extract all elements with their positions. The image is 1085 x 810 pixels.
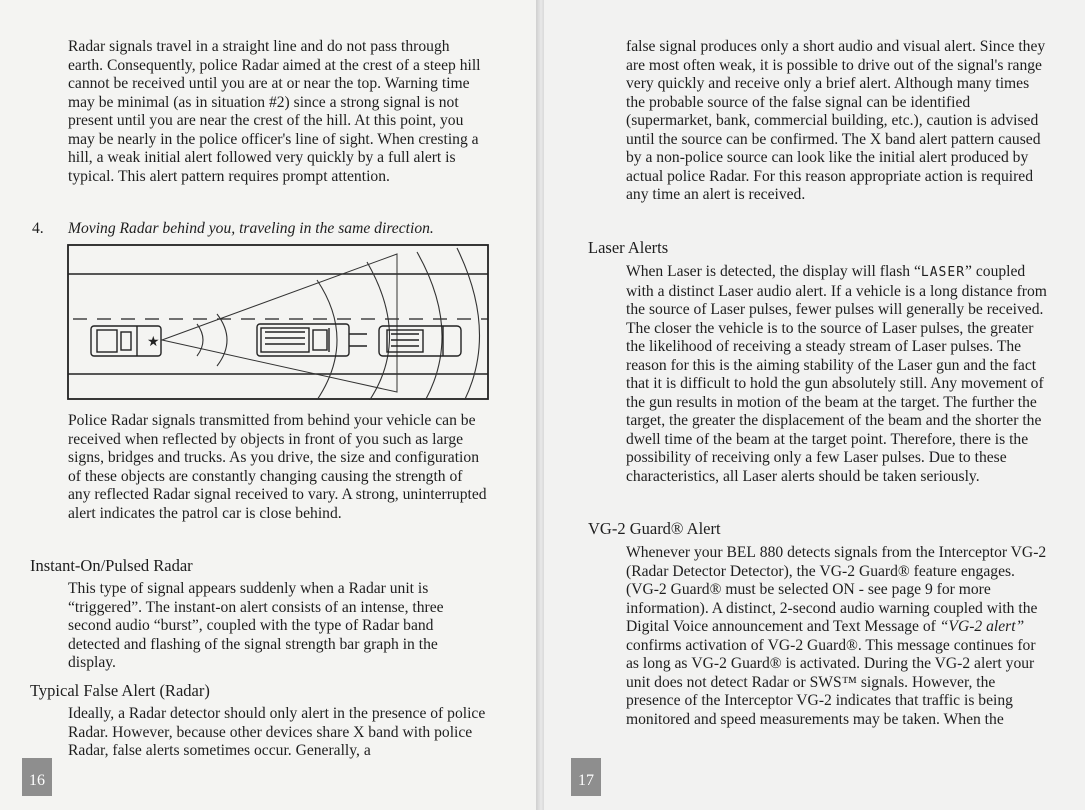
vg2-alert-message: “VG-2 alert” bbox=[939, 618, 1025, 635]
false-alert-paragraph: Ideally, a Radar detector should only alert in the presence of police Radar. However, because other devices share X band with police Radar, false alerts sometimes occur. Generally, a bbox=[68, 705, 486, 759]
vg2-guard-paragraph: Whenever your BEL 880 detects signals from the Interceptor VG-2 (Radar Detector Detector), the VG-2 Guard® feature engages. (VG-2 Guard® must be selected ON - see page 9 for more information). A distinct, 2-second audio warning coupled with the Digital Voice announcement and Text Message of “VG-2 alert” confirms activation of VG-2 Guard®. This message continues for as long as VG-2 Guard® is activated. During the VG-2 alert your unit does not detect Radar or SWS™ signals. However, the presence of the Interceptor VG-2 indicates that traffic is being monitored and speed measurements may be taken. When the bbox=[626, 544, 1047, 728]
radar-hill-paragraph: Radar signals travel in a straight line and do not pass through earth. Consequently, police Radar aimed at the crest of a steep hill cannot be received until you are at or near the top. Warning time may be minimal (as in situation #2) since a strong signal is not present until you are near the crest of the hill. At this point, you may be nearly in the police officer's line of sight. When cresting a hill, a weak initial alert followed very quickly by a full alert is typical. This alert pattern requires prompt attention. bbox=[68, 38, 481, 185]
page-number-right: 17 bbox=[571, 758, 601, 796]
laser-display-text: LASER bbox=[920, 265, 966, 280]
star-badge-icon: ★ bbox=[147, 334, 160, 350]
instant-on-heading: Instant-On/Pulsed Radar bbox=[30, 556, 193, 575]
list-item-title: Moving Radar behind you, traveling in the same direction. bbox=[68, 220, 434, 237]
brand-bel: BEL bbox=[726, 544, 756, 561]
right-page bbox=[544, 0, 1085, 810]
laser-alerts-heading: Laser Alerts bbox=[588, 238, 669, 257]
moving-radar-diagram bbox=[67, 244, 489, 400]
vg2-guard-heading: VG-2 Guard® Alert bbox=[588, 519, 721, 538]
instant-on-paragraph: This type of signal appears suddenly when a Radar unit is “triggered”. The instant-on alert consists of an intense, three second audio “burst”, coupled with the type of Radar band detected and flashing of the signal strength bar graph in the display. bbox=[68, 580, 444, 671]
page-number-left: 16 bbox=[22, 758, 52, 796]
false-alert-continued-paragraph: false signal produces only a short audio and visual alert. Since they are most often weak, it is possible to drive out of the signal's range very quickly and receive only a brief alert. Although many times the probable source of the false signal can be identified (supermarket, bank, commercial building, etc.), caution is advised until the source can be confirmed. The X band alert pattern caused by a non-police source can look like the initial alert produced by actual police Radar. For this reason appropriate action is required any time an alert is received. bbox=[626, 38, 1046, 203]
left-page bbox=[0, 0, 538, 810]
setting-on: ON bbox=[832, 581, 855, 598]
radar-behind-paragraph: Police Radar signals transmitted from behind your vehicle can be received when reflected by objects in front of you such as large signs, bridges and trucks. As you drive, the size and configuration of these objects are constantly changing causing the strength of any reflected Radar signal received to vary. A strong, uninterrupted alert indicates the patrol car is close behind. bbox=[68, 412, 487, 522]
laser-alerts-paragraph: When Laser is detected, the display will flash “LASER” coupled with a distinct Laser audio alert. If a vehicle is a long distance from the source of Laser pulses, fewer pulses will generally be received. The closer the vehicle is to the source of Laser pulses, the greater the likelihood of receiving a steady stream of Laser pulses. The reason for this is the aiming stability of the Laser gun and the fact that it is difficult to hold the gun absolutely still. Any movement of the gun results in motion of the beam at the target. The further the target, the greater the displacement of the beam and the shorter the dwell time of the beam at the target point. Therefore, there is the possibility of receiving only a few Laser pulses. Due to these characteristics, all Laser alerts should be taken seriously. bbox=[626, 263, 1047, 485]
list-item-number: 4. bbox=[32, 220, 44, 237]
false-alert-heading: Typical False Alert (Radar) bbox=[30, 681, 210, 700]
